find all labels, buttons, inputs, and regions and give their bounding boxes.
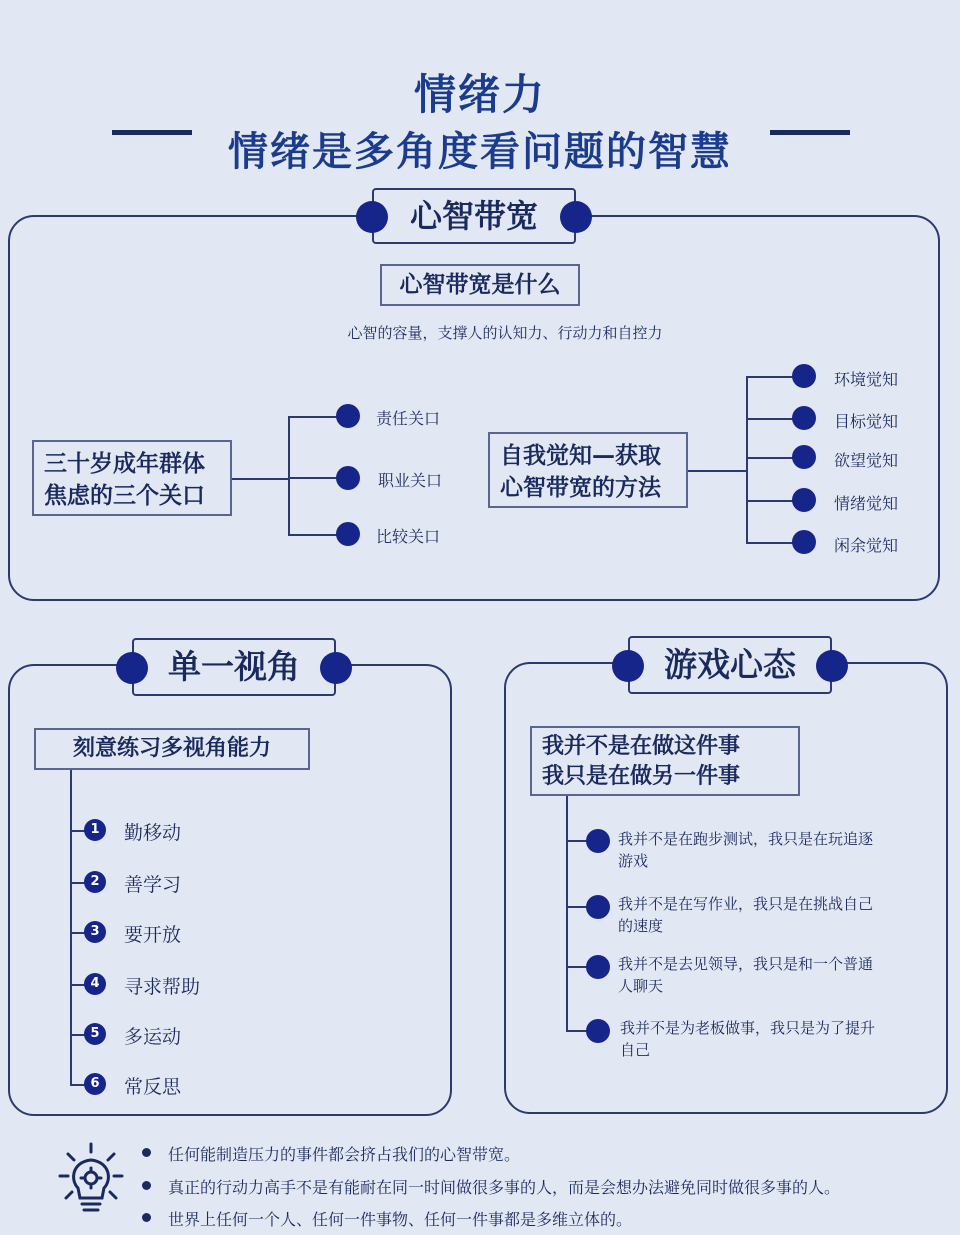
bullet-dot xyxy=(792,530,816,554)
game-box-line1: 我并不是在做这件事 xyxy=(542,734,741,759)
game-item-line: 自己 xyxy=(620,1041,651,1059)
game-mindset-box xyxy=(530,726,800,796)
footer-bullet xyxy=(142,1181,151,1190)
footer-text: 世界上任何一个人、任何一件事物、任何一件事都是多维立体的。 xyxy=(168,1210,633,1229)
section3-header: 游戏心态 xyxy=(628,636,832,694)
game-item-line: 我并不是为老板做事，我只是为了提升 xyxy=(620,1019,876,1037)
number-badge: 5 xyxy=(84,1023,106,1045)
left-item-responsibility: 责任关口 xyxy=(376,409,441,428)
bullet-dot xyxy=(336,522,360,546)
header-dot-left xyxy=(612,650,644,682)
footer-bullet xyxy=(142,1148,151,1157)
section1-header: 心智带宽 xyxy=(372,188,576,244)
self-awareness-line2: 心智带宽的方法 xyxy=(500,475,661,501)
number-badge: 1 xyxy=(84,819,106,841)
game-item-line: 游戏 xyxy=(618,852,649,870)
game-box-line2: 我只是在做另一件事 xyxy=(542,764,741,789)
game-item xyxy=(618,953,928,997)
bullet-dot xyxy=(586,895,610,919)
practice-item: 常反思 xyxy=(124,1076,182,1098)
number-badge: 2 xyxy=(84,871,106,893)
what-is-box: 心智带宽是什么 xyxy=(380,264,580,306)
subtitle: 情绪是多角度看问题的智慧 xyxy=(228,129,732,175)
game-item-line: 我并不是在写作业，我只是在挑战自己 xyxy=(618,895,874,913)
footer-text: 任何能制造压力的事件都会挤占我们的心智带宽。 xyxy=(168,1145,521,1164)
header-dot-right xyxy=(560,201,592,233)
game-item-line: 人聊天 xyxy=(618,977,664,995)
self-awareness-line1: 自我觉知—获取 xyxy=(500,443,661,469)
anxiety-box xyxy=(32,440,232,516)
bullet-dot xyxy=(586,955,610,979)
connector xyxy=(232,478,288,480)
right-item-leisure: 闲余觉知 xyxy=(834,536,899,555)
title-dash-right xyxy=(770,130,850,135)
definition-text: 心智的容量，支撑人的认知力、行动力和自控力 xyxy=(347,324,663,342)
right-item-environment: 环境觉知 xyxy=(834,370,899,389)
game-item-line: 的速度 xyxy=(618,917,664,935)
left-item-career: 职业关口 xyxy=(378,471,443,490)
bullet-dot xyxy=(336,466,360,490)
bullet-dot xyxy=(336,404,360,428)
right-item-emotion: 情绪觉知 xyxy=(834,494,899,513)
practice-item: 多运动 xyxy=(124,1026,182,1048)
header-dot-left xyxy=(116,652,148,684)
bullet-dot xyxy=(586,1019,610,1043)
connector xyxy=(746,376,748,544)
bullet-dot xyxy=(586,829,610,853)
header-dot-right xyxy=(320,652,352,684)
footer-text: 真正的行动力高手不是有能耐在同一时间做很多事的人，而是会想办法避免同时做很多事的人。 xyxy=(168,1178,841,1197)
header-dot-right xyxy=(816,650,848,682)
connector xyxy=(566,796,568,1030)
practice-box: 刻意练习多视角能力 xyxy=(34,728,310,770)
game-item-line: 我并不是去见领导，我只是和一个普通 xyxy=(618,955,874,973)
footer-bullet xyxy=(142,1213,151,1222)
right-item-desire: 欲望觉知 xyxy=(834,451,899,470)
game-item xyxy=(620,1017,930,1061)
main-title: 情绪力 xyxy=(413,70,546,119)
bullet-dot xyxy=(792,364,816,388)
header-dot-left xyxy=(356,201,388,233)
anxiety-box-line1: 三十岁成年群体 xyxy=(44,451,205,477)
bullet-dot xyxy=(792,488,816,512)
connector xyxy=(288,416,290,536)
game-item xyxy=(618,828,928,872)
self-awareness-box xyxy=(488,432,688,508)
bullet-dot xyxy=(792,406,816,430)
game-item-line: 我并不是在跑步测试，我只是在玩追逐 xyxy=(618,830,874,848)
practice-item: 寻求帮助 xyxy=(124,976,201,998)
game-item xyxy=(618,893,928,937)
number-badge: 4 xyxy=(84,973,106,995)
connector xyxy=(688,470,746,472)
right-item-goal: 目标觉知 xyxy=(834,412,899,431)
practice-item: 勤移动 xyxy=(124,822,182,844)
section2-header: 单一视角 xyxy=(132,638,336,696)
anxiety-box-line2: 焦虑的三个关口 xyxy=(44,483,205,509)
practice-item: 善学习 xyxy=(124,874,182,896)
left-item-comparison: 比较关口 xyxy=(376,527,441,546)
number-badge: 3 xyxy=(84,921,106,943)
practice-item: 要开放 xyxy=(124,924,182,946)
connector xyxy=(70,770,72,1084)
number-badge: 6 xyxy=(84,1073,106,1095)
lightbulb-gear-icon xyxy=(56,1142,126,1218)
bullet-dot xyxy=(792,445,816,469)
